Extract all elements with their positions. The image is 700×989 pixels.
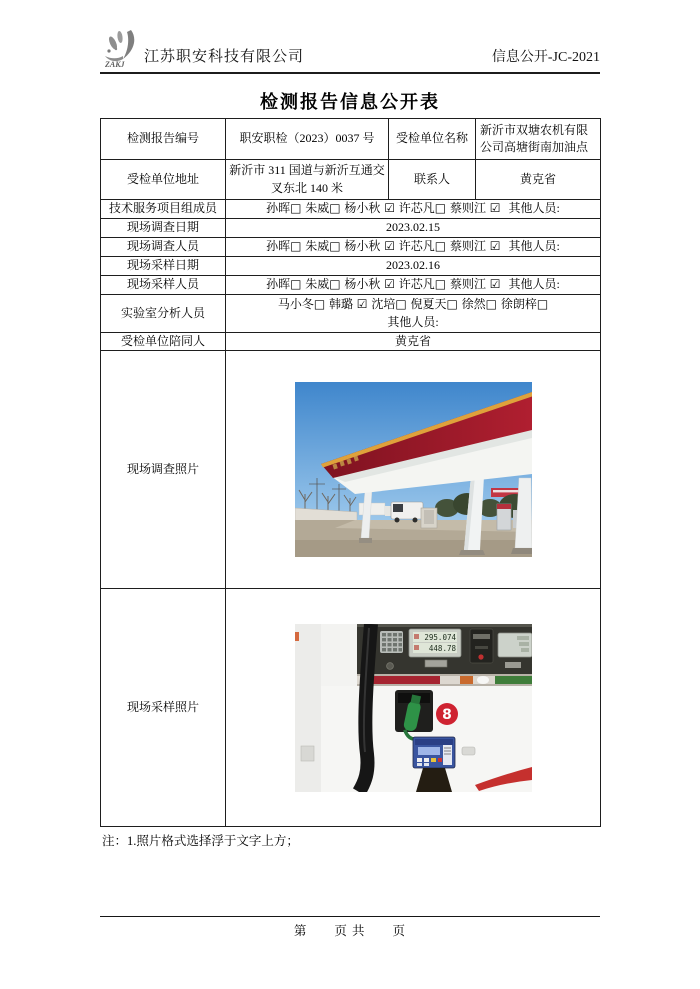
page-header (100, 27, 600, 74)
sampling-staff-checkboxes: 孙晖□ 朱威□ 杨小秋 ☑ 许芯凡□ 蔡则江 ☑ (266, 277, 501, 292)
page-title: 检测报告信息公开表 (260, 92, 440, 112)
pump-number: 8 (441, 706, 452, 723)
unit-address-label: 受检单位地址 (101, 160, 226, 200)
survey-staff-label: 现场调查人员 (101, 238, 226, 257)
survey-photo-label: 现场调查照片 (101, 351, 226, 589)
logo-text: ZAKJ (105, 60, 125, 69)
report-no-label: 检测报告编号 (101, 119, 226, 160)
sampling-photo-label: 现场采样照片 (101, 589, 226, 827)
table-row (101, 238, 601, 257)
contact-label: 联系人 (389, 160, 476, 200)
survey-staff-members (226, 238, 601, 257)
survey-staff-others-label: 其他人员: (508, 239, 560, 254)
panel-emblem-icon (386, 662, 393, 669)
table-row (101, 295, 601, 333)
lab-staff-members (226, 295, 601, 333)
survey-date-value: 2023.02.15 (226, 219, 601, 238)
table-row (101, 219, 601, 238)
card-reader (470, 629, 493, 663)
unit-address-value: 新沂市 311 国道与新沂互通交叉东北 140 米 (226, 160, 389, 200)
display-panel (357, 624, 532, 674)
company-logo-icon (100, 28, 142, 70)
survey-staff-checkboxes: 孙晖□ 朱威□ 杨小秋 ☑ 许芯凡□ 蔡则江 ☑ (266, 239, 501, 254)
footnote: 注：1.照片格式选择浮于文字上方； (102, 834, 299, 848)
table-row (101, 200, 601, 219)
lab-staff-label: 实验室分析人员 (101, 295, 226, 333)
body-handle (462, 747, 475, 755)
doc-code: 信息公开-JC-2021 (491, 50, 600, 65)
unit-name-value: 新沂市双塘农机有限公司高塘街南加油点 (476, 119, 601, 160)
team-others-label: 其他人员: (508, 201, 560, 216)
gas-station-photo (295, 382, 532, 557)
survey-date-label: 现场调查日期 (101, 219, 226, 238)
table-row (101, 333, 601, 351)
table-row (101, 160, 601, 200)
sampling-date-label: 现场采样日期 (101, 257, 226, 276)
sampling-staff-label: 现场采样人员 (101, 276, 226, 295)
sampling-staff-members (226, 276, 601, 295)
lcd-volume-value: 448.78 (428, 643, 456, 653)
fuel-dispenser-photo (295, 624, 532, 792)
sampling-photo-cell (226, 589, 601, 827)
survey-photo-cell (226, 351, 601, 589)
lcd-amount-value: 295.074 (423, 632, 456, 642)
team-label: 技术服务项目组成员 (101, 200, 226, 219)
form-table (100, 118, 601, 827)
accompany-label: 受检单位陪同人 (101, 333, 226, 351)
report-no-value: 职安职检（2023）0037 号 (226, 119, 389, 160)
unit-name-label: 受检单位名称 (389, 119, 476, 160)
page-footer: 第 页 共 页 (100, 916, 600, 939)
company-name: 江苏职安科技有限公司 (144, 49, 305, 65)
sampling-staff-others-label: 其他人员: (508, 277, 560, 292)
team-members (226, 200, 601, 219)
sampling-device (413, 737, 455, 768)
team-checkboxes: 孙晖□ 朱威□ 杨小秋 ☑ 许芯凡□ 蔡则江 ☑ (266, 201, 501, 216)
table-row (101, 351, 601, 589)
table-row (101, 589, 601, 827)
sampling-date-value: 2023.02.16 (226, 257, 601, 276)
contact-value: 黄克省 (476, 160, 601, 200)
table-row (101, 276, 601, 295)
table-row (101, 257, 601, 276)
pump-number-badge (436, 703, 458, 725)
decorative-strip (357, 674, 532, 686)
accompany-value: 黄克省 (226, 333, 601, 351)
left-pillar (295, 624, 321, 792)
table-row (101, 119, 601, 160)
lab-staff-others-label: 其他人员: (387, 314, 439, 329)
lab-staff-checkboxes: 马小冬□ 韩璐 ☑ 沈培□ 倪夏天□ 徐然□ 徐朗梓□ (277, 297, 549, 312)
